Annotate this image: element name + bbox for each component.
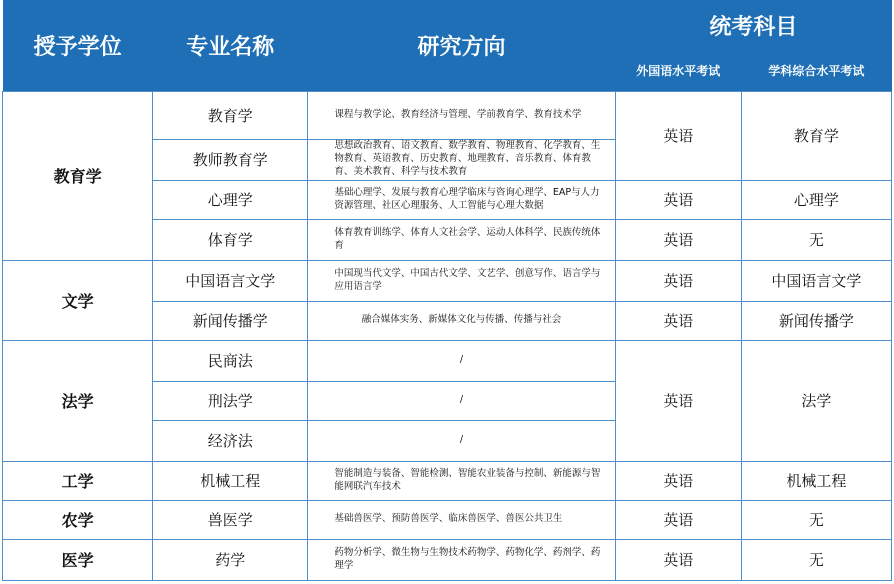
foreign-exam-cell: 英语 <box>615 461 741 500</box>
major-cell: 民商法 <box>153 340 308 381</box>
subject-exam-cell: 无 <box>741 500 891 539</box>
foreign-exam-cell: 英语 <box>615 301 741 340</box>
direction-cell: 思想政治教育、语文教育、数学教育、物理教育、化学教育、生物教育、英语教育、历史教育、地理教育、音乐教育、体育教育、美术教育、科学与技术教育 <box>308 139 615 180</box>
foreign-exam-cell: 英语 <box>615 91 741 180</box>
degree-cell: 医学 <box>3 539 153 580</box>
major-cell: 兽医学 <box>153 500 308 539</box>
major-cell: 教育学 <box>153 91 308 139</box>
subject-exam-cell: 心理学 <box>741 180 891 219</box>
foreign-exam-cell: 英语 <box>615 219 741 260</box>
foreign-exam-cell: 英语 <box>615 500 741 539</box>
degree-cell: 教育学 <box>3 91 153 260</box>
major-cell: 心理学 <box>153 180 308 219</box>
majors-table <box>2 0 892 581</box>
subject-exam-cell: 法学 <box>741 340 891 461</box>
degree-cell: 工学 <box>3 461 153 500</box>
direction-cell: 中国现当代文学、中国古代文学、文艺学、创意写作、语言学与应用语言学 <box>308 260 615 301</box>
degree-cell: 文学 <box>3 260 153 340</box>
direction-cell: 智能制造与装备、智能检测、智能农业装备与控制、新能源与智能网联汽车技术 <box>308 461 615 500</box>
header-foreign-exam: 外国语水平考试 <box>615 50 741 91</box>
header-degree: 授予学位 <box>3 0 153 91</box>
direction-cell: 体育教育训练学、体育人文社会学、运动人体科学、民族传统体育 <box>308 219 615 260</box>
direction-cell: 基础兽医学、预防兽医学、临床兽医学、兽医公共卫生 <box>308 500 615 539</box>
major-cell: 药学 <box>153 539 308 580</box>
major-cell: 教师教育学 <box>153 139 308 180</box>
subject-exam-cell: 机械工程 <box>741 461 891 500</box>
direction-cell: 融合媒体实务、新媒体文化与传播、传播与社会 <box>308 301 615 340</box>
direction-cell: 药物分析学、微生物与生物技术药物学、药物化学、药剂学、药理学 <box>308 539 615 580</box>
table-row <box>3 539 892 580</box>
subject-exam-cell: 无 <box>741 219 891 260</box>
major-cell: 新闻传播学 <box>153 301 308 340</box>
degree-cell: 法学 <box>3 340 153 461</box>
major-cell: 体育学 <box>153 219 308 260</box>
foreign-exam-cell: 英语 <box>615 260 741 301</box>
degree-cell: 农学 <box>3 500 153 539</box>
major-cell: 机械工程 <box>153 461 308 500</box>
table-row <box>3 500 892 539</box>
direction-cell: / <box>308 420 615 461</box>
direction-cell: 课程与教学论、教育经济与管理、学前教育学、教育技术学 <box>308 91 615 139</box>
header-major: 专业名称 <box>153 0 308 91</box>
direction-cell: / <box>308 340 615 381</box>
direction-cell: 基础心理学、发展与教育心理学临床与咨询心理学、EAP与人力资源管理、社区心理服务、人工智能与心理大数据 <box>308 180 615 219</box>
table-row <box>3 340 892 381</box>
table-row <box>3 461 892 500</box>
subject-exam-cell: 中国语言文学 <box>741 260 891 301</box>
subject-exam-cell: 无 <box>741 539 891 580</box>
foreign-exam-cell: 英语 <box>615 180 741 219</box>
major-cell: 经济法 <box>153 420 308 461</box>
major-cell: 中国语言文学 <box>153 260 308 301</box>
header-subject-exam: 学科综合水平考试 <box>741 50 891 91</box>
direction-cell: / <box>308 381 615 420</box>
table-header <box>3 0 892 91</box>
header-direction: 研究方向 <box>308 0 615 91</box>
header-exam: 统考科目 <box>615 0 891 50</box>
table-row <box>3 260 892 301</box>
table-row <box>3 91 892 139</box>
foreign-exam-cell: 英语 <box>615 539 741 580</box>
subject-exam-cell: 教育学 <box>741 91 891 180</box>
subject-exam-cell: 新闻传播学 <box>741 301 891 340</box>
major-cell: 刑法学 <box>153 381 308 420</box>
foreign-exam-cell: 英语 <box>615 340 741 461</box>
